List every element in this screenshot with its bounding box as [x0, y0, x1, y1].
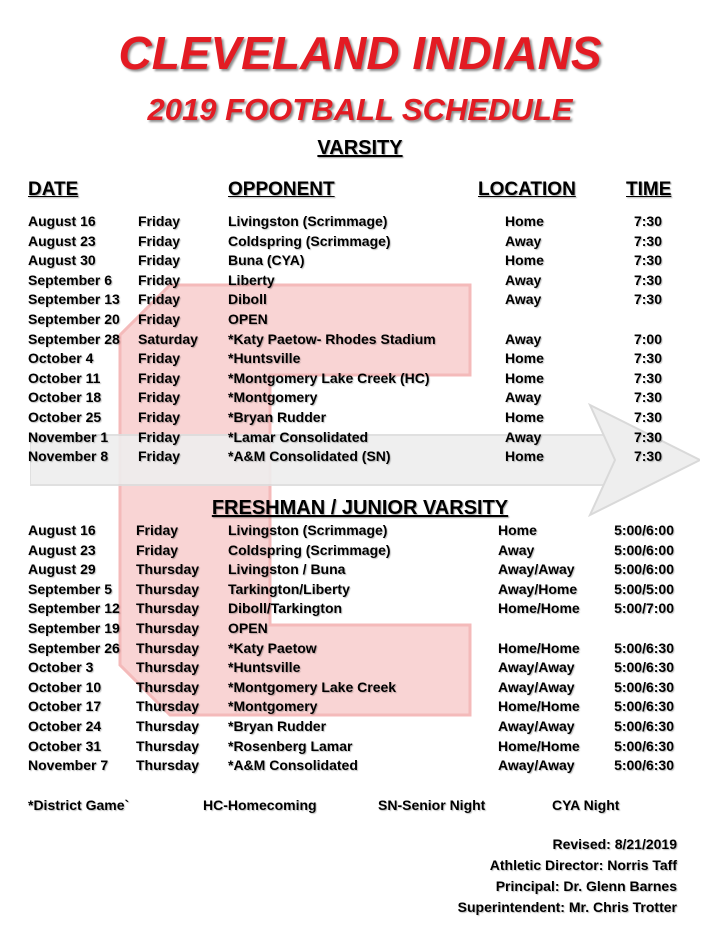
game-date: October 17 [28, 698, 102, 715]
game-location: Away [505, 389, 542, 406]
game-date: October 18 [28, 389, 102, 406]
game-date: October 31 [28, 737, 102, 754]
table-row [0, 561, 720, 581]
table-row [0, 213, 720, 233]
game-location: Away/Away [498, 659, 575, 676]
game-opponent: Livingston (Scrimmage) [228, 213, 388, 229]
table-row [0, 291, 720, 311]
game-day: Friday [136, 541, 179, 558]
game-day: Thursday [136, 737, 200, 754]
game-time: 5:00/6:00 [614, 522, 674, 538]
game-opponent: *Lamar Consolidated [228, 428, 369, 445]
game-date: August 16 [28, 213, 96, 229]
time-column-header: TIME [626, 179, 672, 200]
game-location: Away [505, 291, 542, 308]
game-location: Home [505, 369, 544, 386]
game-day: Thursday [136, 757, 200, 774]
game-opponent: Liberty [228, 271, 275, 288]
game-time: 5:00/6:30 [614, 678, 674, 695]
date-column-header: DATE [28, 179, 79, 200]
game-time: 7:30 [633, 428, 662, 445]
game-location: Home/Home [498, 639, 580, 656]
game-location: Away/Away [498, 757, 575, 774]
table-row [0, 331, 720, 351]
game-date: August 23 [28, 541, 96, 558]
athletic-director: Athletic Director: Norris Taff [489, 857, 677, 873]
game-time: 5:00/6:30 [614, 717, 674, 734]
game-time: 7:30 [633, 369, 662, 386]
game-opponent: *A&M Consolidated (SN) [228, 448, 391, 465]
principal: Principal: Dr. Glenn Barnes [495, 878, 677, 894]
table-row [0, 233, 720, 253]
game-location: Home [498, 522, 537, 538]
game-date: August 30 [28, 252, 96, 269]
game-location: Away/Away [498, 717, 575, 734]
game-opponent: *A&M Consolidated [228, 757, 358, 774]
game-opponent: Diboll/Tarkington [228, 600, 343, 617]
game-date: November 1 [28, 428, 109, 445]
game-time: 7:00 [633, 330, 662, 347]
game-day: Friday [138, 448, 181, 465]
game-day: Thursday [136, 678, 200, 695]
opponent-column-header: OPPONENT [228, 179, 335, 200]
freshman-jv-heading: FRESHMAN / JUNIOR VARSITY [211, 497, 509, 519]
game-time: 7:30 [633, 232, 662, 249]
table-row [0, 448, 720, 468]
game-date: September 28 [28, 330, 120, 347]
game-date: September 20 [28, 310, 120, 327]
game-date: September 6 [28, 271, 113, 288]
table-row [0, 272, 720, 292]
game-opponent: Buna (CYA) [228, 252, 305, 269]
game-date: September 19 [28, 619, 120, 636]
page-subtitle: 2019 FOOTBALL SCHEDULE [147, 92, 573, 127]
game-time: 7:30 [633, 213, 662, 229]
game-time: 7:30 [633, 448, 662, 465]
table-row [0, 350, 720, 370]
game-time: 5:00/6:30 [614, 698, 674, 715]
game-day: Thursday [136, 580, 200, 597]
game-opponent: *Montgomery [228, 389, 318, 406]
table-row [0, 679, 720, 699]
game-day: Friday [138, 252, 181, 269]
game-opponent: Livingston / Buna [228, 561, 346, 578]
game-time: 5:00/6:30 [614, 757, 674, 774]
game-opponent: OPEN [228, 619, 268, 636]
game-day: Friday [138, 310, 181, 327]
table-row [0, 542, 720, 562]
table-row [0, 738, 720, 758]
table-row [0, 389, 720, 409]
game-date: October 25 [28, 408, 102, 425]
game-day: Friday [138, 291, 181, 308]
game-time: 5:00/6:00 [614, 561, 674, 578]
game-opponent: Tarkington/Liberty [228, 580, 350, 597]
game-location: Home/Home [498, 600, 580, 617]
game-day: Friday [138, 369, 181, 386]
game-opponent: Livingston (Scrimmage) [228, 522, 388, 538]
game-opponent: Diboll [228, 291, 267, 308]
legend-senior-night: SN-Senior Night [378, 797, 486, 813]
game-date: September 12 [28, 600, 120, 617]
game-day: Friday [138, 389, 181, 406]
superintendent: Superintendent: Mr. Chris Trotter [457, 899, 677, 915]
game-day: Thursday [136, 659, 200, 676]
game-opponent: Coldspring (Scrimmage) [228, 232, 391, 249]
table-row [0, 600, 720, 620]
table-row [0, 581, 720, 601]
game-date: August 29 [28, 561, 96, 578]
game-location: Away [498, 541, 535, 558]
game-opponent: Coldspring (Scrimmage) [228, 541, 391, 558]
game-date: October 3 [28, 659, 94, 676]
game-day: Friday [138, 428, 181, 445]
legend-homecoming: HC-Homecoming [203, 797, 317, 813]
game-location: Home/Home [498, 698, 580, 715]
game-day: Thursday [136, 698, 200, 715]
location-column-header: LOCATION [478, 179, 576, 200]
varsity-schedule-table [0, 213, 720, 468]
game-day: Saturday [138, 330, 198, 347]
game-date: October 10 [28, 678, 102, 695]
game-location: Home/Home [498, 737, 580, 754]
game-location: Away [505, 330, 542, 347]
footer-credits [458, 834, 677, 918]
game-time: 7:30 [633, 408, 662, 425]
game-date: October 4 [28, 350, 94, 367]
game-time: 7:30 [633, 350, 662, 367]
table-row [0, 620, 720, 640]
game-date: September 26 [28, 639, 120, 656]
legend-cya-night: CYA Night [552, 797, 620, 813]
game-opponent: *Huntsville [228, 659, 301, 676]
game-date: October 24 [28, 717, 102, 734]
game-day: Friday [138, 408, 181, 425]
table-row [0, 522, 720, 542]
table-row [0, 757, 720, 777]
game-time: 7:30 [633, 291, 662, 308]
game-time: 5:00/6:30 [614, 639, 674, 656]
game-opponent: *Katy Paetow [228, 639, 317, 656]
page-title: CLEVELAND INDIANS [118, 27, 602, 79]
table-row [0, 252, 720, 272]
game-location: Away [505, 428, 542, 445]
game-location: Away [505, 271, 542, 288]
table-row [0, 370, 720, 390]
game-time: 7:30 [633, 252, 662, 269]
table-row [0, 640, 720, 660]
table-row [0, 659, 720, 679]
game-opponent: *Montgomery Lake Creek (HC) [228, 369, 430, 386]
game-day: Thursday [136, 561, 200, 578]
game-opponent: *Bryan Rudder [228, 408, 327, 425]
game-location: Away/Away [498, 678, 575, 695]
table-row [0, 409, 720, 429]
game-time: 5:00/6:00 [614, 541, 674, 558]
game-location: Away/Away [498, 561, 575, 578]
table-row [0, 429, 720, 449]
game-location: Home [505, 448, 544, 465]
table-row [0, 718, 720, 738]
game-day: Friday [136, 522, 179, 538]
game-location: Home [505, 408, 544, 425]
game-time: 5:00/5:00 [614, 580, 674, 597]
game-day: Friday [138, 213, 181, 229]
game-location: Home [505, 213, 544, 229]
game-day: Friday [138, 232, 181, 249]
game-location: Home [505, 252, 544, 269]
revised-date: Revised: 8/21/2019 [552, 836, 677, 852]
game-day: Thursday [136, 639, 200, 656]
game-date: August 23 [28, 232, 96, 249]
game-opponent: *Huntsville [228, 350, 301, 367]
freshman-jv-schedule-table [0, 522, 720, 777]
game-time: 7:30 [633, 271, 662, 288]
game-day: Thursday [136, 619, 200, 636]
game-location: Away/Home [498, 580, 578, 597]
game-day: Friday [138, 350, 181, 367]
game-opponent: *Katy Paetow- Rhodes Stadium [228, 330, 436, 347]
game-time: 5:00/6:30 [614, 659, 674, 676]
game-date: September 5 [28, 580, 113, 597]
game-location: Home [505, 350, 544, 367]
game-opponent: *Montgomery Lake Creek [228, 678, 397, 695]
game-day: Thursday [136, 600, 200, 617]
game-time: 5:00/6:30 [614, 737, 674, 754]
game-date: September 13 [28, 291, 120, 308]
table-row [0, 311, 720, 331]
game-date: November 7 [28, 757, 109, 774]
game-date: November 8 [28, 448, 109, 465]
game-day: Friday [138, 271, 181, 288]
game-opponent: *Rosenberg Lamar [228, 737, 353, 754]
table-row [0, 698, 720, 718]
game-location: Away [505, 232, 542, 249]
varsity-heading: VARSITY [317, 137, 403, 159]
game-date: August 16 [28, 522, 96, 538]
game-time: 7:30 [633, 389, 662, 406]
game-opponent: OPEN [228, 310, 268, 327]
legend-district-game: *District Game` [28, 797, 130, 813]
game-opponent: *Montgomery [228, 698, 318, 715]
game-date: October 11 [28, 369, 101, 386]
game-opponent: *Bryan Rudder [228, 717, 327, 734]
game-day: Thursday [136, 717, 200, 734]
game-time: 5:00/7:00 [614, 600, 674, 617]
